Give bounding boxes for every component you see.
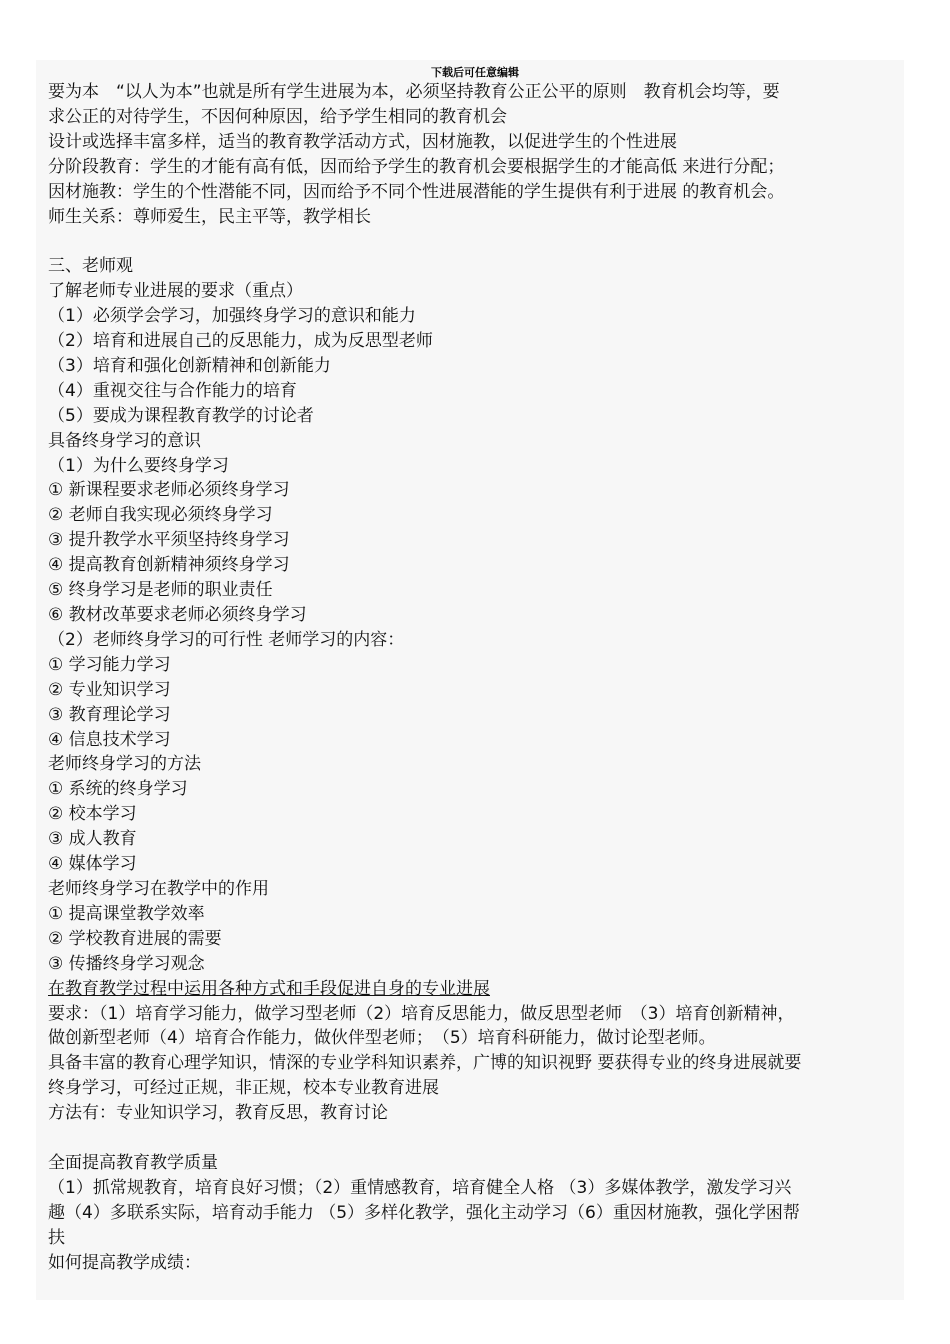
underlined-heading: 在教育教学过程中运用各种方式和手段促进自身的专业进展 [48, 978, 490, 999]
list-item: ④ 媒体学习 [48, 854, 137, 875]
list-item: ③ 教育理论学习 [48, 704, 171, 725]
text-line: 老师终身学习在教学中的作用 [48, 878, 269, 899]
text-line: 如何提高教学成绩： [48, 1252, 201, 1273]
section-heading: 三、老师观 [48, 256, 133, 277]
list-item: ④ 提高教育创新精神须终身学习 [48, 555, 290, 576]
list-item: （3）培育和强化创新精神和创新能力 [48, 355, 331, 376]
blank-line [48, 1126, 904, 1151]
list-item: ② 专业知识学习 [48, 679, 171, 700]
text-line: 设计或选择丰富多样，适当的教育教学活动方式，因材施教，以促进学生的个性进展 [48, 131, 677, 152]
text-line: 因材施教：学生的个性潜能不同，因而给予不同个性进展潜能的学生提供有利于进展 的教育机会。 [48, 181, 785, 202]
text-line: 具备丰富的教育心理学知识，情深的专业学科知识素养，广博的知识视野 要获得专业的终身进展就要 [48, 1053, 802, 1074]
text-line: 趣（4）多联系实际，培育动手能力 （5）多样化教学，强化主动学习（6）重因材施教，强化学困帮 [48, 1202, 800, 1223]
list-item: ① 学习能力学习 [48, 654, 171, 675]
list-item: ② 老师自我实现必须终身学习 [48, 505, 273, 526]
list-item: ⑤ 终身学习是老师的职业责任 [48, 580, 273, 601]
text-line: 了解老师专业进展的要求（重点） [48, 281, 303, 302]
list-item: ③ 提升教学水平须坚持终身学习 [48, 530, 290, 551]
list-item: ② 校本学习 [48, 804, 137, 825]
text-line: 终身学习，可经过正规，非正规，校本专业教育进展 [48, 1078, 439, 1099]
text-line: 具备终身学习的意识 [48, 430, 201, 451]
text-line: 分阶段教育：学生的才能有高有低，因而给予学生的教育机会要根据学生的才能高低 来进行分配； [48, 156, 785, 177]
text-line: 老师终身学习的方法 [48, 754, 201, 775]
list-item: （1）必须学会学习，加强终身学习的意识和能力 [48, 306, 416, 327]
text-line: 全面提高教育教学质量 [48, 1152, 218, 1173]
text-line: 扶 [48, 1227, 65, 1248]
text-line: 求公正的对待学生，不因何种原因，给予学生相同的教育机会 [48, 106, 507, 127]
list-item: （4）重视交往与合作能力的培育 [48, 380, 297, 401]
text-line: 方法有：专业知识学习，教育反思，教育讨论 [48, 1103, 388, 1124]
list-item: ① 新课程要求老师必须终身学习 [48, 480, 290, 501]
page-header: 下载后可任意编辑 [431, 66, 519, 79]
blank-line [48, 229, 904, 254]
text-line: （1）抓常规教育，培育良好习惯；（2）重情感教育，培育健全人格 （3）多媒体教学，激发学习兴 [48, 1177, 792, 1198]
list-item: ① 提高课堂教学效率 [48, 903, 205, 924]
list-item: （2）老师终身学习的可行性 老师学习的内容： [48, 629, 405, 650]
document-body [48, 80, 904, 1275]
list-item: （1）为什么要终身学习 [48, 455, 229, 476]
list-item: ③ 传播终身学习观念 [48, 953, 205, 974]
list-item: ② 学校教育进展的需要 [48, 928, 222, 949]
text-line: 要为本 “以人为本”也就是所有学生进展为本，必须坚持教育公正公平的原则 教育机会均等，要 [48, 82, 780, 102]
text-line: 做创新型老师（4）培育合作能力，做伙伴型老师； （5）培育科研能力，做讨论型老师。 [48, 1028, 716, 1049]
list-item: ① 系统的终身学习 [48, 779, 188, 800]
list-item: （2）培育和进展自己的反思能力，成为反思型老师 [48, 331, 433, 352]
list-item: ⑥ 教材改革要求老师必须终身学习 [48, 605, 307, 626]
text-line: 师生关系：尊师爱生，民主平等，教学相长 [48, 206, 371, 227]
list-item: （5）要成为课程教育教学的讨论者 [48, 405, 314, 426]
text-line: 要求：（1）培育学习能力，做学习型老师（2）培育反思能力，做反思型老师 （3）培育创新精神， [48, 1003, 795, 1024]
list-item: ③ 成人教育 [48, 829, 137, 850]
list-item: ④ 信息技术学习 [48, 729, 171, 750]
